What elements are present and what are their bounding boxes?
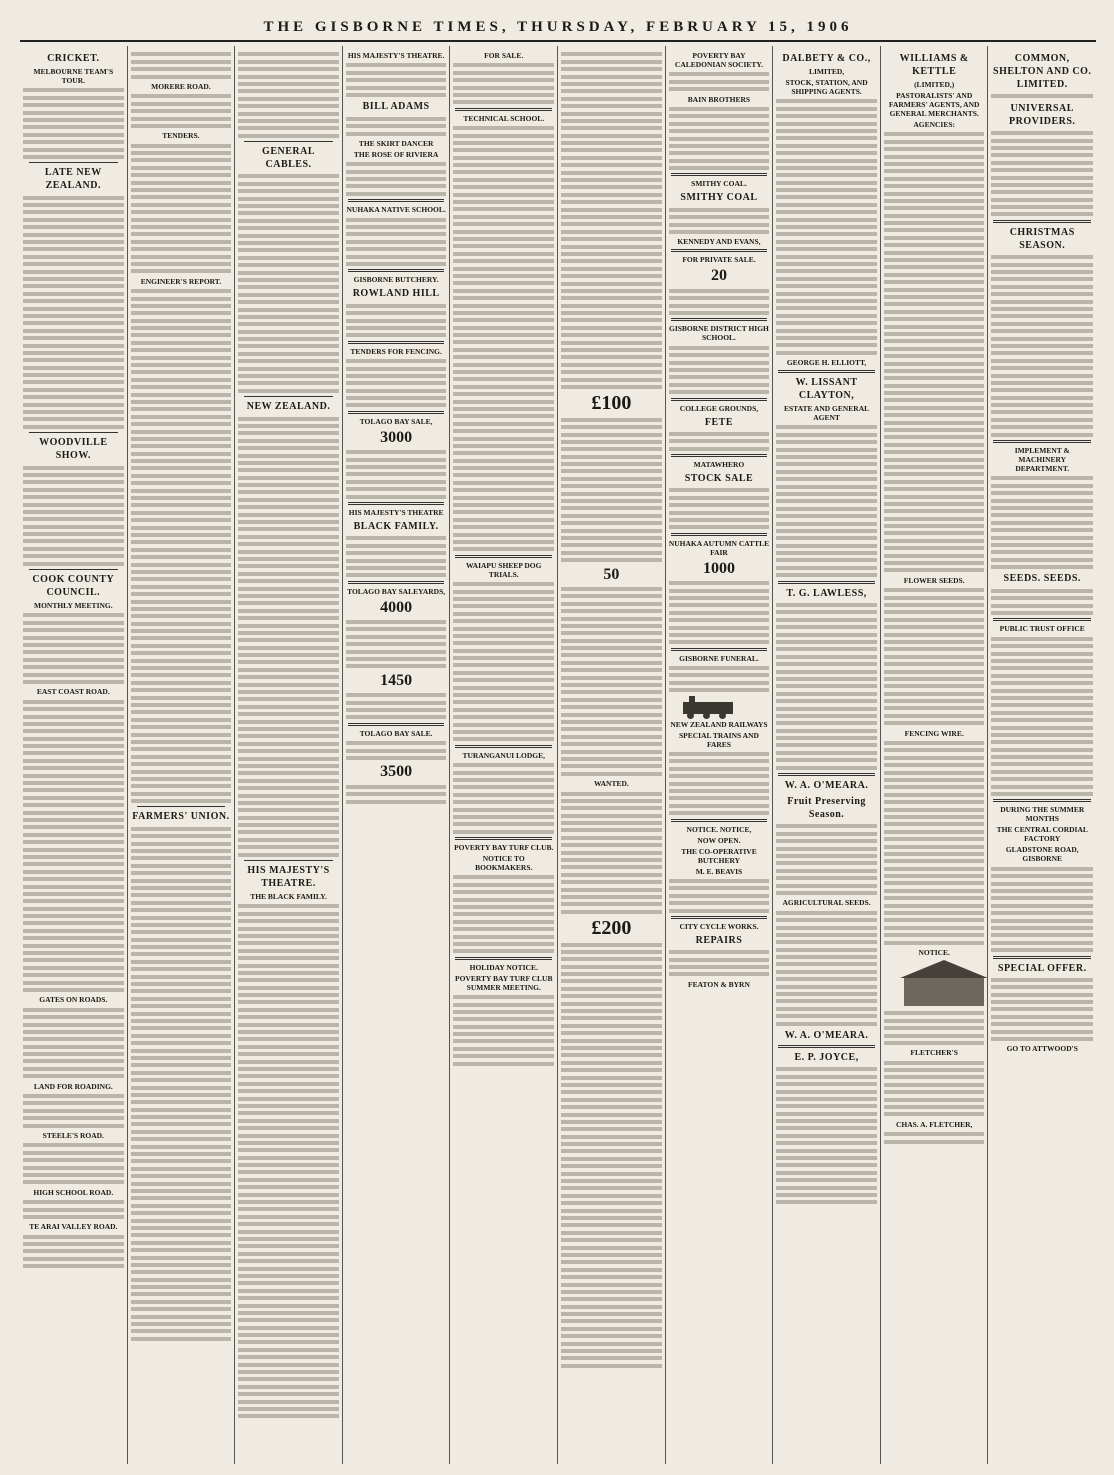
ad-gisborne-butchery: GISBORNE BUTCHERY. (353, 275, 439, 285)
ad-college-grounds: COLLEGE GROUNDS, (679, 403, 759, 413)
ad-technical-school: TECHNICAL SCHOOL. (463, 113, 545, 123)
subheading-high-school-road: HIGH SCHOOL ROAD. (33, 1187, 114, 1197)
ad-text (669, 107, 770, 170)
classified-number-100: £100 (591, 392, 632, 415)
article-text (238, 417, 339, 857)
ad-repairs: REPAIRS (695, 934, 743, 946)
subheading-melbourne-tour: MELBOURNE TEAM'S TOUR. (33, 67, 114, 85)
ad-rose-of-riviera: THE ROSE OF RIVIERA (353, 149, 439, 159)
ad-text (346, 63, 447, 97)
ad-text (669, 72, 770, 91)
ad-text (669, 950, 770, 976)
ad-text (346, 117, 447, 136)
ad-text (991, 94, 1093, 98)
ad-dalbety-limited: LIMITED, (808, 67, 845, 76)
ad-text (346, 359, 447, 407)
ad-text (453, 63, 554, 104)
ad-text (346, 536, 447, 577)
article-text (23, 1200, 124, 1219)
ad-text (776, 99, 877, 354)
ad-text (346, 785, 447, 804)
train-icon (673, 696, 766, 718)
ad-text (346, 693, 447, 719)
ad-t-g-lawless: T. G. LAWLESS, (786, 587, 867, 599)
ad-nuhaka-native-school: NUHAKA NATIVE SCHOOL. (346, 205, 446, 215)
ad-caledonian-society: POVERTY BAY CALEDONIAN SOCIETY. (674, 51, 763, 69)
ad-his-majestys-theatre: HIS MAJESTY'S THEATRE. (347, 51, 445, 60)
ad-now-open: NOW OPEN. (697, 835, 741, 845)
ad-text (453, 875, 554, 953)
ad-turf-club-summer-meeting: POVERTY BAY TURF CLUB SUMMER MEETING. (455, 973, 553, 992)
ad-w-a-omeara-2: W. A. O'MEARA. (784, 1029, 869, 1041)
ad-m-e-beavis: M. E. BEAVIS (695, 866, 743, 876)
ad-poverty-bay-turf-club: POVERTY BAY TURF CLUB. (454, 843, 554, 853)
ad-featon-byrn: FEATON & BYRN (688, 979, 750, 989)
ad-for-sale: FOR SALE. (484, 51, 524, 60)
ad-text (453, 582, 554, 741)
column-1 (20, 46, 128, 1464)
ad-text (669, 432, 770, 451)
ad-notice-2: NOTICE. (918, 947, 950, 957)
ad-smithy-coal: SMITHY COAL. (691, 179, 747, 189)
ad-text (669, 752, 770, 815)
ad-flower-seeds: FLOWER SEEDS. (903, 575, 965, 585)
ad-agencies: AGENCIES: (913, 120, 956, 129)
ad-fruit-preserving-season: Fruit Preserving Season. (787, 796, 866, 821)
ad-nz-railways: NEW ZEALAND RAILWAYS (670, 719, 768, 729)
column-10 (988, 46, 1096, 1464)
ad-rowland-hill: ROWLAND HILL (352, 288, 440, 300)
ad-george-elliott: GEORGE H. ELLIOTT, (786, 358, 867, 368)
ad-dalbety-agents: STOCK, STATION, AND SHIPPING AGENTS. (785, 78, 868, 96)
ad-text (991, 476, 1093, 569)
ad-text (776, 824, 877, 895)
ad-text (884, 132, 985, 572)
ad-text (669, 581, 770, 644)
subheading-monthly-meeting: MONTHLY MEETING. (33, 601, 113, 611)
ad-agricultural-seeds: AGRICULTURAL SEEDS. (782, 898, 871, 908)
classified-text (561, 587, 662, 776)
ad-text (346, 218, 447, 266)
ad-gisborne-funeral: GISBORNE FUNERAL. (679, 653, 759, 663)
ad-gladstone-road: GLADSTONE ROAD, GISBORNE (1005, 845, 1079, 864)
ad-text (669, 488, 770, 529)
classified-text (561, 52, 662, 389)
ad-public-trust-office: PUBLIC TRUST OFFICE (999, 624, 1085, 634)
ad-text (884, 1061, 985, 1117)
ad-text (346, 620, 447, 668)
ad-text (991, 255, 1093, 436)
article-text (238, 904, 339, 1418)
column-4 (343, 46, 451, 1464)
ad-text (669, 879, 770, 913)
ad-black-family: BLACK FAMILY. (353, 520, 439, 532)
ad-williams-kettle-limited: (LIMITED,) (914, 80, 955, 89)
subheading-morere-road: MORERE ROAD. (151, 81, 211, 91)
column-5 (450, 46, 558, 1464)
classified-wanted: WANTED. (593, 779, 629, 789)
ad-text (991, 867, 1093, 952)
ad-holiday-notice: HOLIDAY NOTICE. (469, 962, 538, 972)
ad-text (991, 637, 1093, 796)
ad-number-3000: 3000 (380, 428, 413, 446)
ad-text (991, 978, 1093, 1041)
masthead-title: THE GISBORNE TIMES, THURSDAY, FEBRUARY 15, 1906 (263, 18, 853, 35)
ad-common-shelton: COMMON, SHELTON AND CO. LIMITED. (993, 53, 1092, 90)
subheading-gates-on-roads: GATES ON ROADS. (39, 995, 108, 1005)
article-text (23, 466, 124, 566)
heading-cricket: CRICKET. (47, 53, 100, 64)
ad-estate-agent: ESTATE AND GENERAL AGENT (783, 404, 870, 423)
column-7 (666, 46, 774, 1464)
ad-w-a-omeara: W. A. O'MEARA. (784, 780, 869, 792)
column-8 (773, 46, 881, 1464)
ad-tolago-bay-sale-2: TOLAGO BAY SALE. (359, 728, 433, 738)
ad-for-private-sale: FOR PRIVATE SALE. (682, 255, 756, 265)
ad-number-3500: 3500 (380, 763, 413, 781)
ad-special-trains: SPECIAL TRAINS AND FARES (679, 730, 759, 749)
heading-new-zealand: NEW ZEALAND. (246, 401, 331, 413)
ad-matawhero: MATAWHERO (693, 460, 745, 470)
subheading-steeles-road: STEELE'S ROAD. (42, 1131, 104, 1140)
article-text (23, 1094, 124, 1128)
column-6 (558, 46, 666, 1464)
article-text (131, 52, 232, 78)
heading-his-majestys-theatre: HIS MAJESTY'S THEATRE. (247, 865, 330, 890)
ad-text (884, 1132, 985, 1143)
ad-notice: NOTICE. NOTICE, (686, 824, 752, 834)
ad-smithy-coal-large: SMITHY COAL (680, 192, 758, 204)
article-text (23, 1235, 124, 1269)
ad-text (884, 588, 985, 725)
ad-number-1000: 1000 (702, 559, 735, 577)
ad-number-4000: 4000 (380, 598, 413, 616)
article-text (131, 144, 232, 274)
ad-gisborne-high-school: GISBORNE DISTRICT HIGH SCHOOL. (669, 324, 769, 343)
ad-number-20: 20 (710, 267, 727, 285)
subheading-land-for-roading: LAND FOR ROADING. (33, 1081, 113, 1091)
ad-text (884, 1011, 985, 1045)
ad-central-cordial-factory: THE CENTRAL CORDIAL FACTORY (996, 825, 1088, 844)
ad-fletchers: FLETCHER'S (910, 1048, 958, 1058)
column-3 (235, 46, 343, 1464)
ad-tolago-bay-saleyards: TOLAGO BAY SALEYARDS, (347, 586, 446, 596)
ad-waiapu-sheep-dog-trials: WAIAPU SHEEP DOG TRIALS. (466, 560, 542, 579)
ad-e-p-joyce: E. P. JOYCE, (794, 1051, 859, 1063)
ad-text (991, 589, 1093, 615)
heading-cook-county-council: COOK COUNTY COUNCIL. (32, 574, 115, 599)
article-text (131, 289, 232, 803)
article-text (131, 827, 232, 1341)
ad-co-operative-butchery: THE CO-OPERATIVE BUTCHERY (681, 846, 757, 865)
article-text (238, 174, 339, 392)
subheading-the-black-family: THE BLACK FAMILY. (250, 892, 327, 902)
ad-go-to-attwoods: GO TO ATTWOOD'S (1006, 1044, 1078, 1054)
ad-lissant-clayton: W. LISSANT CLAYTON, (795, 377, 858, 402)
article-text (131, 94, 232, 128)
ad-bain-brothers: BAIN BROTHERS (687, 94, 751, 104)
ad-text (346, 741, 447, 760)
article-text (23, 613, 124, 684)
ad-chas-fletcher: CHAS. A. FLETCHER, (895, 1119, 973, 1129)
classified-text (561, 943, 662, 1368)
classified-number-50: 50 (603, 565, 620, 583)
ad-bill-adams: BILL ADAMS (362, 101, 430, 113)
house-illustration (890, 960, 979, 1008)
ad-fete: FETE (704, 416, 734, 428)
ad-text (669, 346, 770, 394)
article-text (23, 196, 124, 429)
ad-special-offer: SPECIAL OFFER. (997, 962, 1087, 974)
classified-text (561, 418, 662, 562)
ad-text (346, 450, 447, 498)
ad-text (453, 763, 554, 834)
ad-turanganui-lodge: TURANGANUI LODGE, (462, 750, 545, 760)
ad-text (776, 911, 877, 1026)
ad-city-cycle-works: CITY CYCLE WORKS. (679, 921, 759, 931)
ad-tenders-for-fencing: TENDERS FOR FENCING. (350, 346, 442, 356)
ad-text (776, 603, 877, 770)
ad-tolago-bay-sale: TOLAGO BAY SALE, (359, 416, 433, 426)
ad-dalbety: DALBETY & CO., (782, 53, 871, 64)
ad-text (669, 666, 770, 692)
ad-text (346, 304, 447, 338)
columns (20, 46, 1096, 1464)
subheading-te-arai-valley-road: TE ARAI VALLEY ROAD. (29, 1222, 118, 1232)
ad-his-majestys-theatre-2: HIS MAJESTY'S THEATRE (348, 507, 444, 517)
subheading-engineers-report: ENGINEER'S REPORT. (140, 276, 222, 286)
classified-text (561, 792, 662, 914)
ad-text (776, 1067, 877, 1204)
ad-text (453, 995, 554, 1066)
ad-summer-months: DURING THE SUMMER MONTHS (1000, 805, 1085, 824)
heading-general-cables: GENERAL CABLES. (262, 146, 315, 171)
ad-text (991, 131, 1093, 216)
ad-fencing-wire: FENCING WIRE. (904, 728, 964, 738)
article-text (23, 88, 124, 159)
ad-text (776, 425, 877, 577)
ad-nuhaka-cattle-fair: NUHAKA AUTUMN CATTLE FAIR (668, 538, 770, 557)
ad-seeds: SEEDS. SEEDS. (1003, 573, 1081, 585)
ad-stock-sale: STOCK SALE (684, 473, 754, 485)
heading-late-new-zealand: LATE NEW ZEALAND. (44, 167, 102, 192)
ad-notice-to-bookmakers: NOTICE TO BOOKMAKERS. (475, 854, 533, 873)
ad-text (669, 208, 770, 234)
ad-williams-kettle: WILLIAMS & KETTLE (899, 53, 969, 77)
heading-farmers-union: FARMERS' UNION. (132, 811, 230, 823)
classified-number-200: £200 (591, 917, 632, 940)
article-text (23, 1143, 124, 1184)
ad-universal-providers: UNIVERSAL PROVIDERS. (1009, 102, 1076, 127)
ad-number-1450: 1450 (380, 671, 413, 689)
column-2 (128, 46, 236, 1464)
ad-implement-machinery: IMPLEMENT & MACHINERY DEPARTMENT. (1014, 446, 1070, 474)
ad-text (669, 289, 770, 315)
ad-christmas-season: CHRISTMAS SEASON. (1009, 226, 1075, 251)
column-9 (881, 46, 989, 1464)
article-text (238, 52, 339, 137)
ad-text (884, 741, 985, 945)
subheading-tenders: TENDERS. (162, 131, 200, 141)
heading-woodville-show: WOODVILLE SHOW. (39, 437, 108, 462)
ad-text (453, 126, 554, 551)
ad-text (346, 162, 447, 196)
ad-kennedy-and-evans: KENNEDY AND EVANS, (677, 237, 761, 247)
article-text (23, 700, 124, 992)
article-text (23, 1008, 124, 1079)
masthead (20, 14, 1096, 42)
subheading-east-coast-road: EAST COAST ROAD. (36, 687, 110, 697)
ad-skirt-dancer: THE SKIRT DANCER (358, 138, 434, 148)
ad-williams-kettle-agents: PASTORALISTS' AND FARMERS' AGENTS, AND GENERAL MERCHANTS. (888, 91, 980, 118)
